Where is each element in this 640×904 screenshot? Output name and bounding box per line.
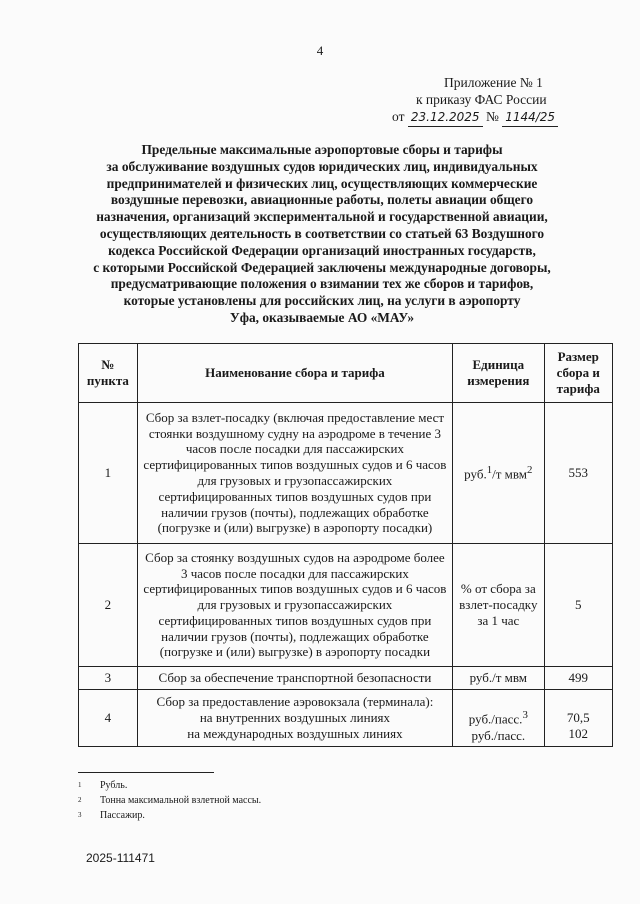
appendix-date-line [392,108,592,127]
footnote-mark: 3 [78,811,82,819]
fee-size-domestic: 70,5 [566,710,590,726]
title-line: Предельные максимальные аэропортовые сборы и тарифы [141,142,503,157]
row-number: 2 [79,544,138,667]
header-unit: Единица измерения [453,344,544,403]
header-item-number: № пункта [79,344,138,403]
document-title [72,142,572,327]
number-label: № [485,109,499,124]
unit-text: /т мвм [492,466,528,482]
footnote-text: Пассажир. [100,810,145,821]
footnote-ref: 2 [527,464,533,477]
title-line: предпринимателей и физических лиц, осуществляющих коммерческие [106,175,538,191]
appendix-order-ref: к приказу ФАС России [416,92,547,107]
footnote-ref: 3 [522,709,528,722]
footnote [78,778,261,793]
footnotes [78,778,261,823]
row-unit [453,403,544,544]
appendix-block [392,74,592,127]
footnote-text: Тонна максимальной взлетной массы. [100,795,262,806]
title-line: за обслуживание воздушных судов юридических лиц, индивидуальных [106,158,538,174]
unit-text: руб./пасс. [468,711,523,727]
fee-size-international: 102 [568,725,588,741]
title-line: воздушные перевозки, авиационные работы, полеты авиации общего [110,192,534,208]
fee-name-international: на международных воздушных линиях [187,725,403,741]
row-fee-size [544,690,613,747]
footnote [78,808,261,823]
order-date: 23.12.2025 [408,109,483,127]
footnote-ref: 1 [486,464,493,477]
table-row [79,690,613,747]
row-fee-size: 499 [544,667,613,690]
page-number: 4 [316,43,324,58]
footnote [78,793,261,808]
fee-name-main: Сбор за предоставление аэровокзала (терминала): [156,694,434,710]
row-unit: % от сбора за взлет-посадку за 1 час [453,544,544,667]
row-fee-name: Сбор за стоянку воздушных судов на аэродроме более 3 часов после посадки для пассажирских сертифицированных типов воздушных судов и 6 часов для грузовых и грузопассажирских сертифицированных типов воздушных судов при наличии грузов (почты), подлежащих обработке (погрузке и (или) выгрузке) в аэропорту посадки [137,544,452,667]
row-fee-name: Сбор за обеспечение транспортной безопасности [137,667,452,690]
table-row [79,544,613,667]
title-line: которые установлены для российских лиц, на услуги в аэропорту [123,293,521,309]
fees-table [78,343,613,747]
document-registration-number: 2025-111471 [86,851,155,865]
footnote-divider [78,772,214,773]
unit-text: руб./пасс. [471,727,526,743]
row-number: 1 [79,403,138,544]
row-unit: руб./т мвм [453,667,544,690]
title-line: Уфа, оказываемые АО «МАУ» [229,309,415,325]
title-line: осуществляющих деятельность в соответствии со статьей 63 Воздушного [99,225,545,241]
table-row [79,667,613,690]
from-label: от [392,109,405,124]
row-fee-name: Сбор за взлет-посадку (включая предоставление мест стоянки воздушному судну на аэродроме в течение 3 часов после посадки для пассажирских сертифицированных типов воздушных судов и 6 часов для грузовых и грузопассажирских сертифицированных типов воздушных судов при наличии грузов (почты), подлежащих обработке (погрузке и (или) выгрузке) в аэропорту посадки) [137,403,452,544]
title-line: кодекса Российской Федерации организаций иностранных государств, [108,242,536,258]
row-unit [453,690,544,747]
header-fee-size: Размер сбора и тарифа [544,344,613,403]
order-number: 1144/25 [502,109,558,127]
header-fee-name: Наименование сбора и тарифа [137,344,452,403]
table-header-row [79,344,613,403]
footnote-text: Рубль. [100,780,128,791]
footnote-mark: 1 [78,781,82,789]
table-row [79,403,613,544]
row-fee-size: 5 [544,544,613,667]
footnote-mark: 2 [78,796,82,804]
unit-text: руб. [464,466,487,482]
row-fee-name [137,690,452,747]
row-fee-size: 553 [544,403,613,544]
appendix-title: Приложение № 1 [444,75,543,90]
row-number: 4 [79,690,138,747]
title-line: назначения, организаций экспериментальной и государственной авиации, [96,209,548,225]
title-line: предусматривающие положения о взимании тех же сборов и тарифов, [110,276,534,292]
title-line: с которыми Российской Федерацией заключены международные договоры, [93,259,551,275]
fee-name-domestic: на внутренних воздушных линиях [199,710,391,726]
row-number: 3 [79,667,138,690]
